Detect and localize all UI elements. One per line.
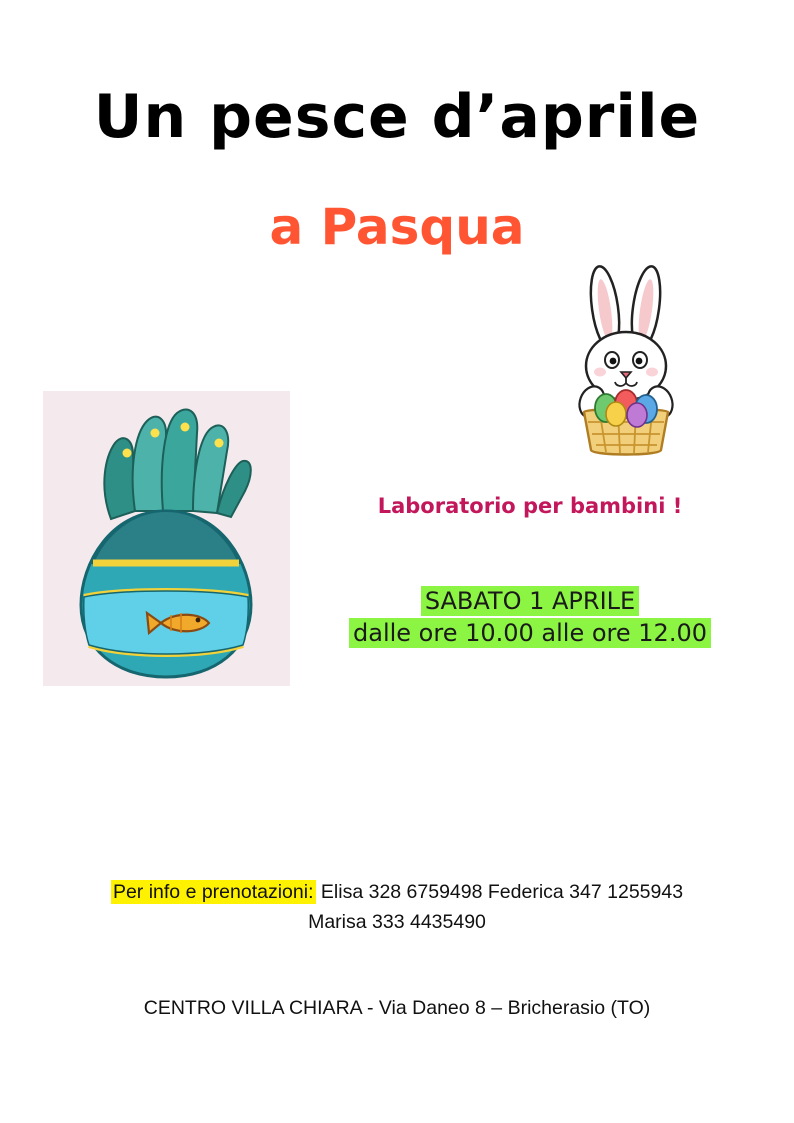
event-date-text: SABATO 1 APRILE xyxy=(421,586,639,616)
workshop-line: Laboratorio per bambini ! xyxy=(377,494,683,518)
event-date-block xyxy=(320,586,740,649)
venue-address: CENTRO VILLA CHIARA - Via Daneo 8 – Bricherasio (TO) xyxy=(143,997,651,1019)
contact-info-label: Per info e prenotazioni: xyxy=(112,881,314,903)
event-date-line xyxy=(320,586,740,618)
contact-info-block xyxy=(0,877,794,937)
bunny-with-egg-basket-icon xyxy=(548,262,708,472)
painted-egg-illustration xyxy=(43,391,290,686)
contact-info-line-1 xyxy=(0,877,794,907)
bunny-illustration xyxy=(548,262,708,472)
painted-egg-photo xyxy=(43,391,290,686)
event-time-text: dalle ore 10.00 alle ore 12.00 xyxy=(349,618,711,648)
page-subtitle: a Pasqua xyxy=(269,198,525,256)
contact-info-line-2: Marisa 333 4435490 xyxy=(308,911,486,934)
page-title: Un pesce d’aprile xyxy=(93,82,701,152)
event-time-line xyxy=(320,618,740,650)
contact-info-names-1: Elisa 328 6759498 Federica 347 1255943 xyxy=(315,881,684,903)
